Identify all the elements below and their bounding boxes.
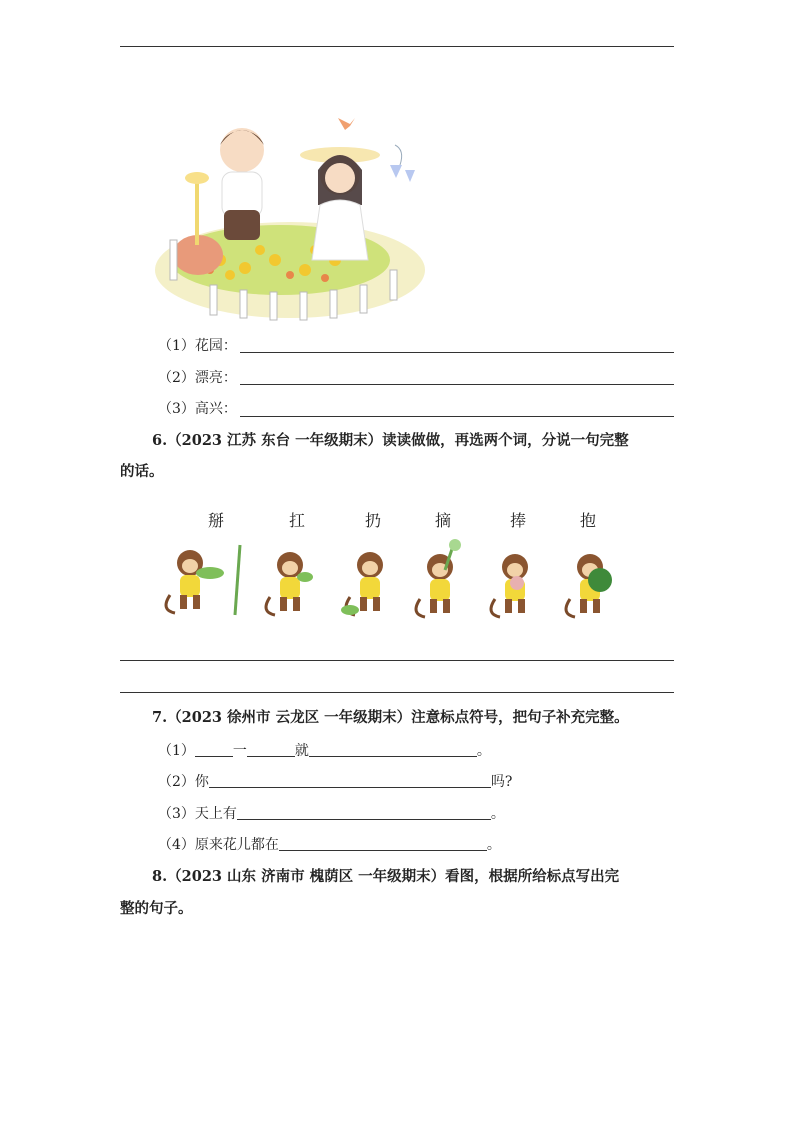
q8-title-line2: 整的句子。	[120, 900, 193, 917]
q7-item-1	[158, 742, 491, 760]
answer-blank-1[interactable]	[240, 352, 674, 353]
item-number: （1）	[158, 338, 195, 354]
answer-line-3	[158, 400, 237, 418]
verb-label: 抱	[580, 511, 597, 530]
verb-label: 扔	[365, 511, 382, 530]
item-end: 吗?	[490, 774, 513, 790]
garden-illustration	[150, 110, 425, 325]
fill-blank[interactable]	[309, 742, 477, 757]
q7-title: 7.（2023 徐州市 云龙区 一年级期末）注意标点符号，把句子补充完整。	[152, 709, 629, 726]
item-number: （1）	[158, 743, 195, 759]
q8-title-line1: 8.（2023 山东 济南市 槐荫区 一年级期末）看图，根据所给标点写出完	[152, 868, 620, 885]
q7-item-2	[158, 773, 512, 791]
answer-line-1	[158, 337, 237, 355]
item-number: （3）	[158, 401, 195, 417]
q6-title-line2: 的话。	[120, 463, 164, 480]
fill-blank[interactable]	[279, 836, 487, 851]
item-number: （3）	[158, 806, 195, 822]
item-text: 你	[194, 774, 209, 790]
item-end: 。	[490, 806, 505, 822]
answer-line-2	[158, 369, 237, 387]
answer-blank-2[interactable]	[240, 384, 674, 385]
item-text: 天上有	[194, 806, 237, 822]
monkeys-illustration	[155, 535, 625, 625]
fill-blank[interactable]	[237, 805, 491, 820]
fill-blank[interactable]	[209, 773, 491, 788]
item-text: 原来花儿都在	[194, 837, 279, 853]
header-rule	[120, 46, 674, 47]
item-end: 。	[476, 743, 491, 759]
item-word: 漂亮：	[194, 370, 237, 386]
item-word: 花园：	[194, 338, 237, 354]
item-number: （2）	[158, 774, 195, 790]
verb-label: 摘	[435, 511, 452, 530]
verb-label: 捧	[510, 511, 527, 530]
answer-blank-3[interactable]	[240, 416, 674, 417]
q7-item-4	[158, 836, 501, 854]
q7-item-3	[158, 805, 505, 823]
item-end: 。	[486, 837, 501, 853]
item-text: 一	[232, 743, 247, 759]
item-number: （2）	[158, 370, 195, 386]
item-text: 就	[294, 743, 309, 759]
q6-answer-line-2[interactable]	[120, 692, 674, 693]
item-word: 高兴：	[194, 401, 237, 417]
item-number: （4）	[158, 837, 195, 853]
verb-label: 掰	[208, 511, 225, 530]
verb-label: 扛	[289, 511, 306, 530]
fill-blank[interactable]	[195, 742, 233, 757]
fill-blank[interactable]	[247, 742, 295, 757]
q6-title-line1: 6.（2023 江苏 东台 一年级期末）读读做做，再选两个词，分说一句完整	[152, 432, 629, 449]
q6-answer-line-1[interactable]	[120, 660, 674, 661]
